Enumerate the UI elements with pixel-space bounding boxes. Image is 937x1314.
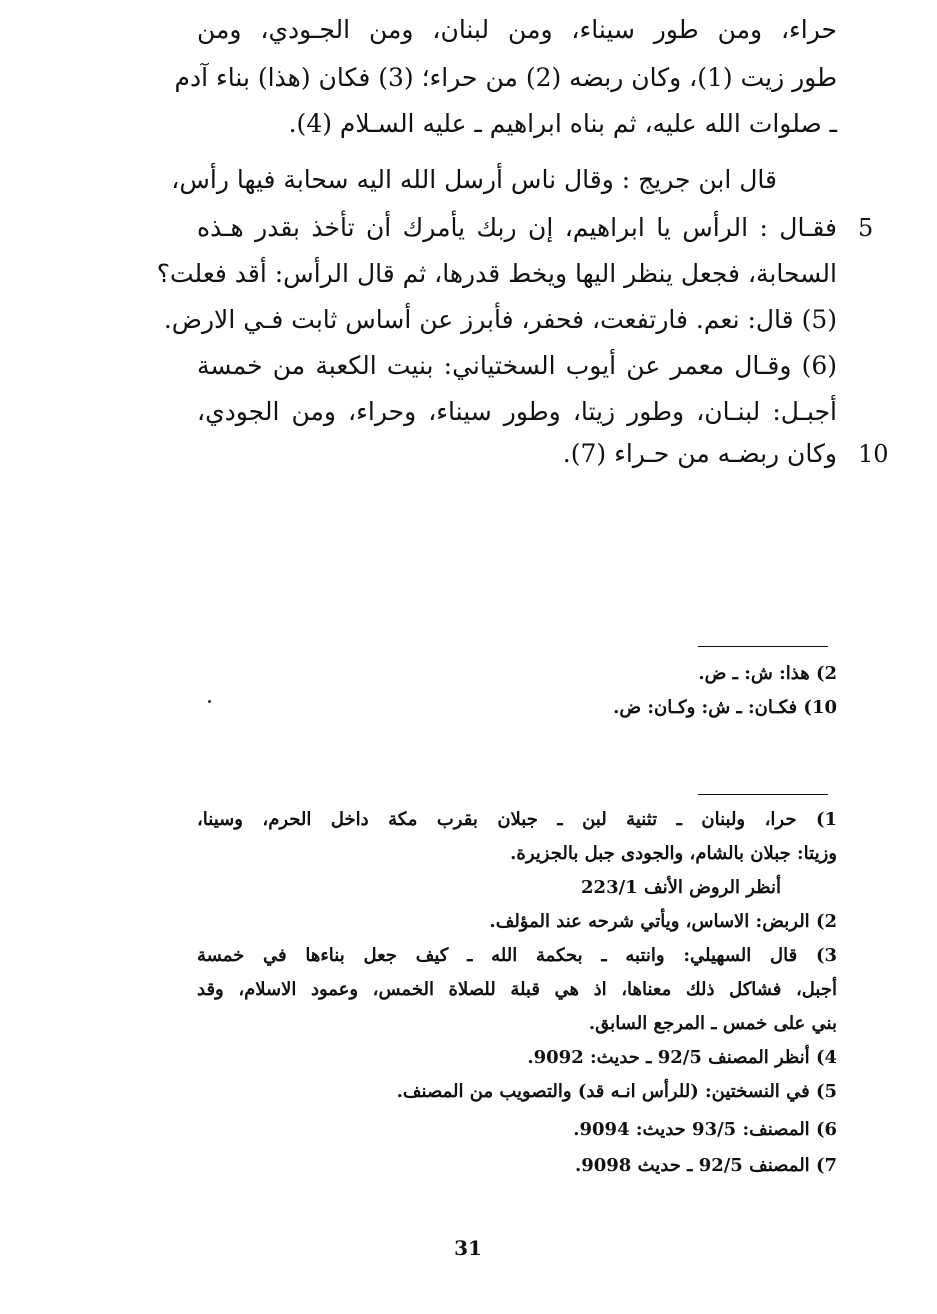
text-line: حراء، ومن طور سيناء، ومن لبنان، ومن الجـودي، ومن [197, 15, 837, 44]
footnote-line: وزيتا: جبلان بالشام، والجودى جبل بالجزيرة. [510, 843, 837, 864]
footnote-line: 7) المصنف 92/5 ـ حديث 9098. [574, 1155, 837, 1176]
text-line: ـ صلوات الله عليه، ثم بناه ابراهيم ـ عليه السـلام (4). [288, 109, 837, 138]
footnote-line: 4) أنظر المصنف 92/5 ـ حديث: 9092. [527, 1047, 837, 1068]
footnote-line: بني على خمس ـ المرجع السابق. [588, 1013, 837, 1034]
page-number: 31 [454, 1236, 482, 1260]
variant-note: 10) فكـان: ـ ش: وكـان: ض. [613, 697, 837, 718]
text-line: فقـال : الرأس يا ابراهيم، إن ربك يأمرك أن تأخذ بقدر هـذه [197, 213, 837, 242]
footnotes-divider [698, 794, 828, 795]
text-line: أجبـل: لبنـان، وطور زيتا، وطور سيناء، وحراء، ومن الجودي، [197, 397, 837, 426]
footnote-line: 6) المصنف: 93/5 حديث: 9094. [573, 1119, 837, 1140]
line-number: 10 [858, 440, 889, 468]
footnote-line: 1) حرا، ولبنان ـ تثنية لبن ـ جبلان بقرب مكة داخل الحرم، وسينا، [197, 809, 837, 830]
text-line: قال ابن جريج : وقال ناس أرسل الله اليه سحابة فيها رأس، [171, 165, 777, 194]
line-number: 5 [858, 214, 874, 242]
footnote-line: 2) الربض: الاساس، ويأتي شرحه عند المؤلف. [489, 911, 837, 932]
footnote-line: 3) قال السهيلي: وانتبه ـ بحكمة الله ـ كيف جعل بناءها في خمسة [197, 945, 837, 966]
variants-divider [698, 646, 828, 647]
text-line: طور زيت (1)، وكان ربضه (2) من حراء؛ (3) فكان (هذا) بناء آدم [174, 63, 837, 92]
footnote-line: 5) في النسختين: (للرأس انـه قد) والتصويب من المصنف. [396, 1081, 837, 1102]
footnote-line: أجبل، فشاكل ذلك معناها، اذ هي قبلة للصلاة الخمس، وعمود الاسلام، وقد [197, 979, 837, 1000]
footnote-line: أنظر الروض الأنف 223/1 [581, 877, 781, 898]
text-line: السحابة، فجعل ينظر اليها ويخط قدرها، ثم قال الرأس: أقد فعلت؟ [156, 259, 837, 288]
text-line: (5) قال: نعم. فارتفعت، فحفر، فأبرز عن أساس ثابت فـي الارض. [163, 305, 837, 334]
text-line: وكان ربضـه من حـراء (7). [562, 439, 837, 468]
page-speck [208, 700, 211, 703]
variant-note: 2) هذا: ش: ـ ض. [698, 663, 837, 684]
text-line: (6) وقـال معمر عن أيوب السختياني: بنيت الكعبة من خمسة [197, 351, 837, 380]
